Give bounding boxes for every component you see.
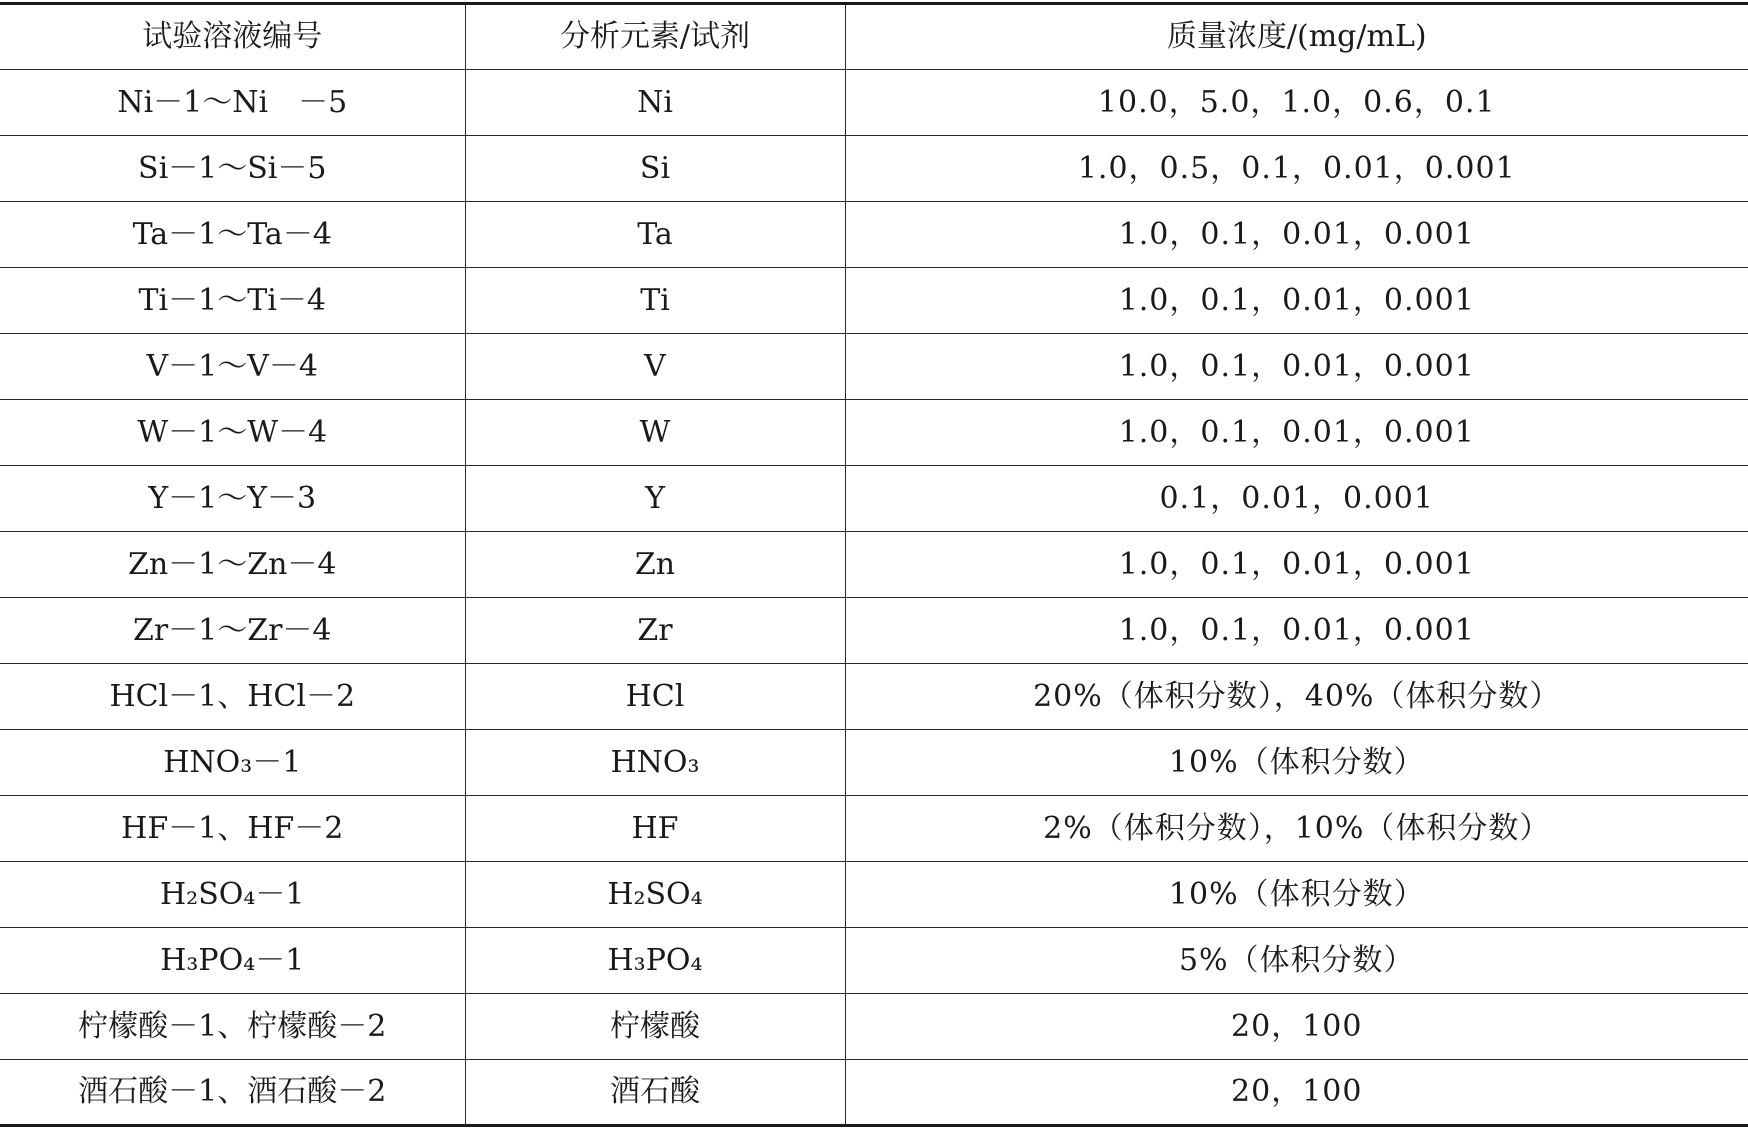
cell-concentration: 1.0，0.1，0.01，0.001	[845, 334, 1748, 400]
table-row	[0, 532, 1748, 598]
header-solution-id: 试验溶液编号	[142, 19, 323, 54]
cell-element: 酒石酸	[465, 1060, 845, 1126]
cell-element: Zn	[465, 532, 845, 598]
cell-concentration: 2%（体积分数），10%（体积分数）	[845, 796, 1748, 862]
cell-concentration: 20，100	[845, 994, 1748, 1060]
cell-solution-id: HF－1、HF－2	[121, 810, 344, 846]
cell-concentration: 1.0，0.1，0.01，0.001	[845, 598, 1748, 664]
reagent-concentration-table	[0, 2, 1748, 1127]
cell-concentration: 20%（体积分数），40%（体积分数）	[845, 664, 1748, 730]
cell-solution-id: W－1～W－4	[137, 414, 328, 450]
cell-element: Ni	[465, 70, 845, 136]
table-header-row	[0, 4, 1748, 70]
table-row	[0, 664, 1748, 730]
table-row	[0, 994, 1748, 1060]
cell-solution-id: HNO₃－1	[163, 744, 302, 780]
table-row	[0, 928, 1748, 994]
cell-solution-id: Zn－1～Zn－4	[127, 546, 337, 582]
cell-solution-id: HCl－1、HCl－2	[109, 678, 356, 714]
cell-concentration: 10%（体积分数）	[845, 862, 1748, 928]
cell-element: V	[465, 334, 845, 400]
table-row	[0, 136, 1748, 202]
cell-concentration: 5%（体积分数）	[845, 928, 1748, 994]
reagent-table-container	[0, 2, 1748, 1127]
cell-element: Zr	[465, 598, 845, 664]
cell-solution-id: V－1～V－4	[146, 348, 318, 384]
cell-element: 柠檬酸	[465, 994, 845, 1060]
table-row	[0, 862, 1748, 928]
table-row	[0, 730, 1748, 796]
cell-solution-id: 酒石酸－1、酒石酸－2	[78, 1074, 387, 1109]
cell-element: Ti	[465, 268, 845, 334]
cell-concentration: 10%（体积分数）	[845, 730, 1748, 796]
cell-element: HNO₃	[465, 730, 845, 796]
cell-concentration: 0.1，0.01，0.001	[845, 466, 1748, 532]
cell-solution-id: Ni－1～Ni －5	[117, 84, 348, 120]
header-element-reagent: 分析元素/试剂	[465, 4, 845, 70]
table-row	[0, 796, 1748, 862]
table-row	[0, 268, 1748, 334]
cell-concentration: 1.0，0.1，0.01，0.001	[845, 268, 1748, 334]
table-row	[0, 598, 1748, 664]
cell-element: Y	[465, 466, 845, 532]
cell-solution-id: H₃PO₄－1	[160, 942, 305, 978]
cell-element: H₂SO₄	[465, 862, 845, 928]
table-body	[0, 70, 1748, 1126]
cell-concentration: 1.0，0.1，0.01，0.001	[845, 532, 1748, 598]
cell-element: Si	[465, 136, 845, 202]
cell-solution-id: H₂SO₄－1	[160, 876, 305, 912]
cell-concentration: 20，100	[845, 1060, 1748, 1126]
cell-concentration: 1.0，0.5，0.1，0.01，0.001	[845, 136, 1748, 202]
cell-element: HCl	[465, 664, 845, 730]
table-row	[0, 1060, 1748, 1126]
cell-concentration: 10.0，5.0，1.0，0.6，0.1	[845, 70, 1748, 136]
cell-solution-id: 柠檬酸－1、柠檬酸－2	[78, 1008, 387, 1044]
cell-solution-id: Zr－1～Zr－4	[132, 612, 332, 648]
table-row	[0, 334, 1748, 400]
cell-solution-id: Ta－1～Ta－4	[132, 216, 332, 252]
table-row	[0, 70, 1748, 136]
cell-element: HF	[465, 796, 845, 862]
cell-solution-id: Ti－1～Ti－4	[138, 282, 326, 318]
cell-solution-id: Si－1～Si－5	[138, 150, 327, 186]
header-mass-concentration: 质量浓度/(mg/mL)	[845, 4, 1748, 70]
cell-element: H₃PO₄	[465, 928, 845, 994]
cell-element: Ta	[465, 202, 845, 268]
table-row	[0, 466, 1748, 532]
cell-element: W	[465, 400, 845, 466]
cell-concentration: 1.0，0.1，0.01，0.001	[845, 400, 1748, 466]
table-row	[0, 400, 1748, 466]
table-row	[0, 202, 1748, 268]
cell-concentration: 1.0，0.1，0.01，0.001	[845, 202, 1748, 268]
cell-solution-id: Y－1～Y－3	[148, 480, 317, 516]
